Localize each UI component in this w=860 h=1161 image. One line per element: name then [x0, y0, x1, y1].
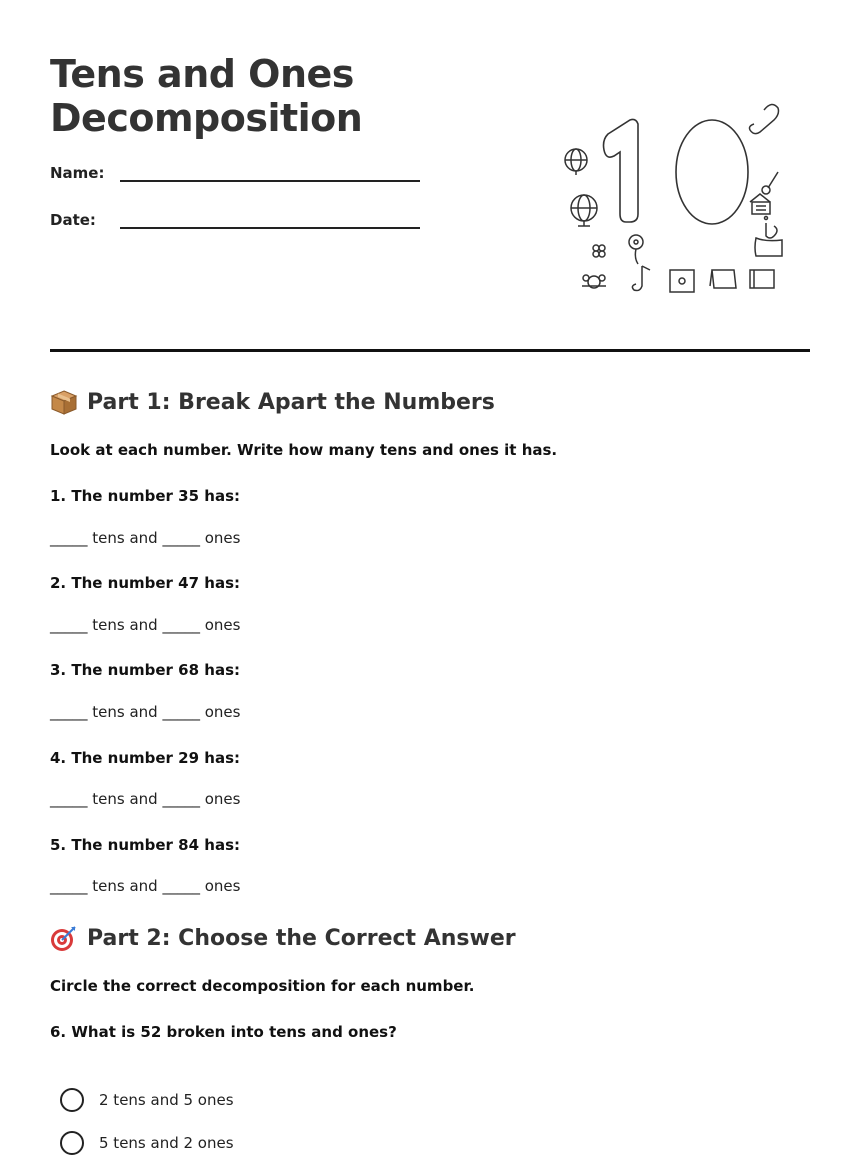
- globe-icon: [571, 195, 597, 226]
- part2-title-text: Part 2: Choose the Correct Answer: [87, 925, 516, 951]
- name-label: Name:: [50, 164, 105, 182]
- question-prompt: 2. The number 47 has:: [50, 574, 241, 592]
- question-prompt: 6. What is 52 broken into tens and ones?: [50, 1023, 397, 1041]
- music-note-icon: [632, 266, 650, 291]
- part2-instructions: Circle the correct decomposition for each number.: [50, 977, 475, 995]
- radio-button[interactable]: [60, 1088, 84, 1112]
- dice-icon: [670, 270, 694, 292]
- ten-objects-illustration: [560, 90, 790, 300]
- flower-icon: [629, 235, 643, 264]
- house-icon: [750, 194, 770, 214]
- bug-icon: [582, 275, 606, 288]
- date-field-row: [50, 211, 420, 229]
- target-icon: [50, 924, 78, 952]
- question-prompt: 1. The number 35 has:: [50, 487, 241, 505]
- answer-blank[interactable]: _____ tens and _____ ones: [50, 529, 241, 547]
- header-divider: [50, 349, 810, 352]
- date-label: Date:: [50, 211, 96, 229]
- title-line-2: Decomposition: [50, 96, 363, 140]
- info-icon: [765, 217, 778, 239]
- title-line-1: Tens and Ones: [50, 52, 354, 96]
- question-prompt: 3. The number 68 has:: [50, 661, 241, 679]
- phone-icon: [750, 104, 779, 133]
- part1-instructions: Look at each number. Write how many tens and ones it has.: [50, 441, 558, 459]
- part1-title: [50, 388, 495, 416]
- package-icon: [50, 388, 78, 416]
- question-prompt: 4. The number 29 has:: [50, 749, 241, 767]
- option-label: 5 tens and 2 ones: [99, 1134, 234, 1152]
- date-field[interactable]: [120, 211, 420, 229]
- globe-icon: [565, 149, 587, 175]
- answer-blank[interactable]: _____ tens and _____ ones: [50, 703, 241, 721]
- radio-button[interactable]: [60, 1131, 84, 1155]
- answer-blank[interactable]: _____ tens and _____ ones: [50, 877, 241, 895]
- box-icon: [750, 270, 774, 288]
- answer-option[interactable]: [60, 1088, 234, 1112]
- part1-title-text: Part 1: Break Apart the Numbers: [87, 389, 495, 415]
- worksheet-header: [50, 52, 810, 302]
- name-field[interactable]: [120, 164, 420, 182]
- name-field-row: [50, 164, 420, 182]
- book-icon: [710, 270, 736, 288]
- question-prompt: 5. The number 84 has:: [50, 836, 241, 854]
- answer-blank[interactable]: _____ tens and _____ ones: [50, 616, 241, 634]
- flower-icon: [593, 245, 605, 257]
- flag-icon: [755, 238, 782, 256]
- answer-blank[interactable]: _____ tens and _____ ones: [50, 790, 241, 808]
- guitar-icon: [762, 172, 778, 194]
- part2-title: [50, 924, 516, 952]
- option-label: 2 tens and 5 ones: [99, 1091, 234, 1109]
- answer-option[interactable]: [60, 1131, 234, 1155]
